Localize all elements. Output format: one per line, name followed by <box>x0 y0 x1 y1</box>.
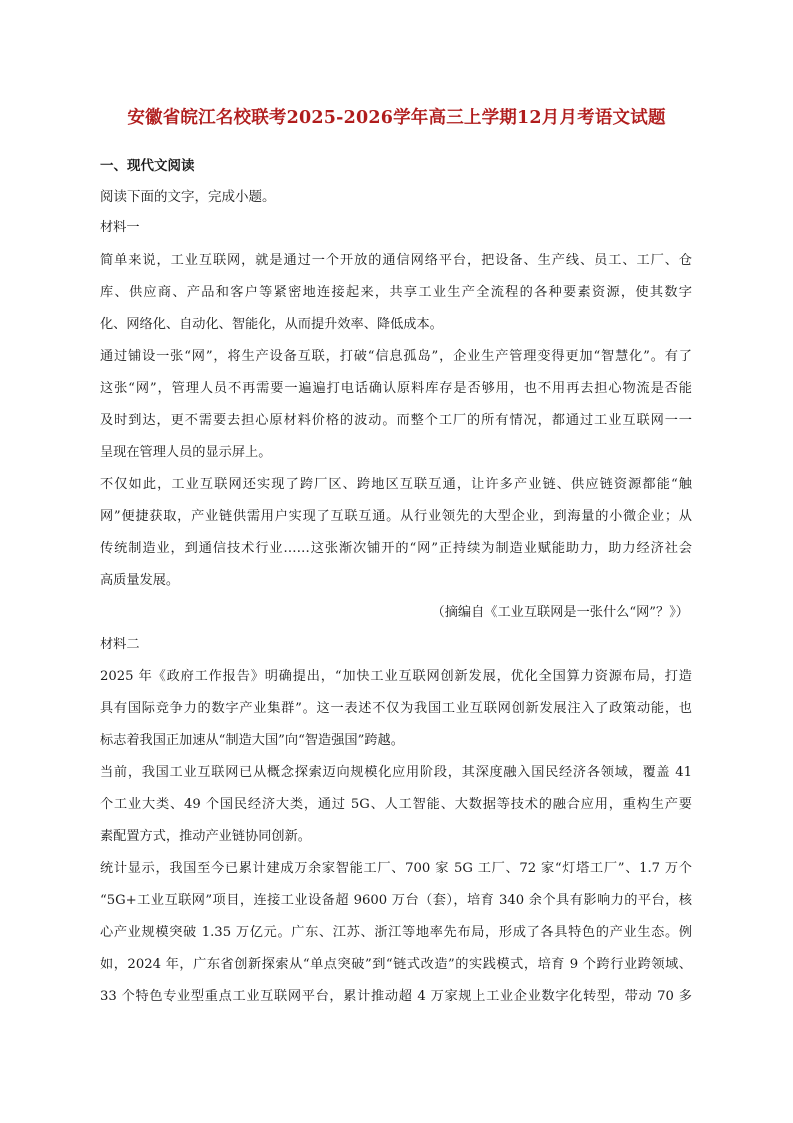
material1-source: （摘编自《工业互联网是一张什么“网”？》） <box>431 605 689 620</box>
paragraph-line: 统计显示，我国至今已累计建成万余家智能工厂、700 家 5G 工厂、72 家“灯塔工厂”、1.7 万个 <box>100 861 692 876</box>
paragraph-line: 心产业规模突破 1.35 万亿元。广东、江苏、浙江等地率先布局，形成了各具特色的产业生态。例 <box>100 925 692 940</box>
material2-label: 材料二 <box>100 637 140 652</box>
paragraph-line: 不仅如此，工业互联网还实现了跨厂区、跨地区互联互通，让许多产业链、供应链资源都能“触 <box>100 477 692 492</box>
paragraph-line: 具有国际竞争力的数字产业集群”。这一表述不仅为我国工业互联网创新发展注入了政策动能，也 <box>100 701 692 716</box>
paragraph-line: 网”便捷获取，产业链供需用户实现了互联互通。从行业领先的大型企业，到海量的小微企业；从 <box>100 509 692 524</box>
paragraph-line: 33 个特色专业型重点工业互联网平台，累计推动超 4 万家规上工业企业数字化转型，带动 70 多 <box>100 989 692 1004</box>
instruction-text: 阅读下面的文字，完成小题。 <box>100 189 276 205</box>
paragraph-line: 通过铺设一张“网”，将生产设备互联，打破“信息孤岛”，企业生产管理变得更加“智慧化”。有了 <box>100 349 692 364</box>
paragraph-line: 当前，我国工业互联网已从概念探索迈向规模化应用阶段，其深度融入国民经济各领域，覆盖 41 <box>100 765 692 780</box>
paragraph-line: 如，2024 年，广东省创新探索从“单点突破”到“链式改造”的实践模式，培育 9 个跨行业跨领域、 <box>100 957 692 972</box>
document-title: 安徽省皖江名校联考2025-2026学年高三上学期12月月考语文试题 <box>127 108 666 128</box>
paragraph-line: 及时到达，更不需要去担心原材料价格的波动。而整个工厂的所有情况，都通过工业互联网一一 <box>100 413 692 428</box>
paragraph-line: 个工业大类、49 个国民经济大类，通过 5G、人工智能、大数据等技术的融合应用，重构生产要 <box>100 797 692 812</box>
paragraph-line: 2025 年《政府工作报告》明确提出，“加快工业互联网创新发展，优化全国算力资源布局，打造 <box>100 669 692 684</box>
paragraph-line: 高质量发展。 <box>100 573 180 588</box>
material1-label: 材料一 <box>100 220 140 235</box>
paragraph-line: 这张“网”，管理人员不再需要一遍遍打电话确认原料库存是否够用，也不用再去担心物流是否能 <box>100 381 692 396</box>
paragraph-line: 呈现在管理人员的显示屏上。 <box>100 445 272 460</box>
paragraph-line: “5G+工业互联网”项目，连接工业设备超 9600 万台（套），培育 340 余个具有影响力的平台，核 <box>100 893 692 908</box>
paragraph-line: 化、网络化、自动化、智能化，从而提升效率、降低成本。 <box>100 317 443 332</box>
paragraph-line: 库、供应商、产品和客户等紧密地连接起来，共享工业生产全流程的各种要素资源，使其数字 <box>100 285 692 300</box>
section-heading: 一、现代文阅读 <box>100 158 195 174</box>
paragraph-line: 传统制造业，到通信技术行业……这张渐次铺开的“网”正持续为制造业赋能助力，助力经济社会 <box>100 541 692 556</box>
paragraph-line: 素配置方式，推动产业链协同创新。 <box>100 829 311 844</box>
paragraph-line: 简单来说，工业互联网，就是通过一个开放的通信网络平台，把设备、生产线、员工、工厂、仓 <box>100 253 692 268</box>
paragraph-line: 标志着我国正加速从“制造大国”向“智造强国”跨越。 <box>100 733 404 748</box>
